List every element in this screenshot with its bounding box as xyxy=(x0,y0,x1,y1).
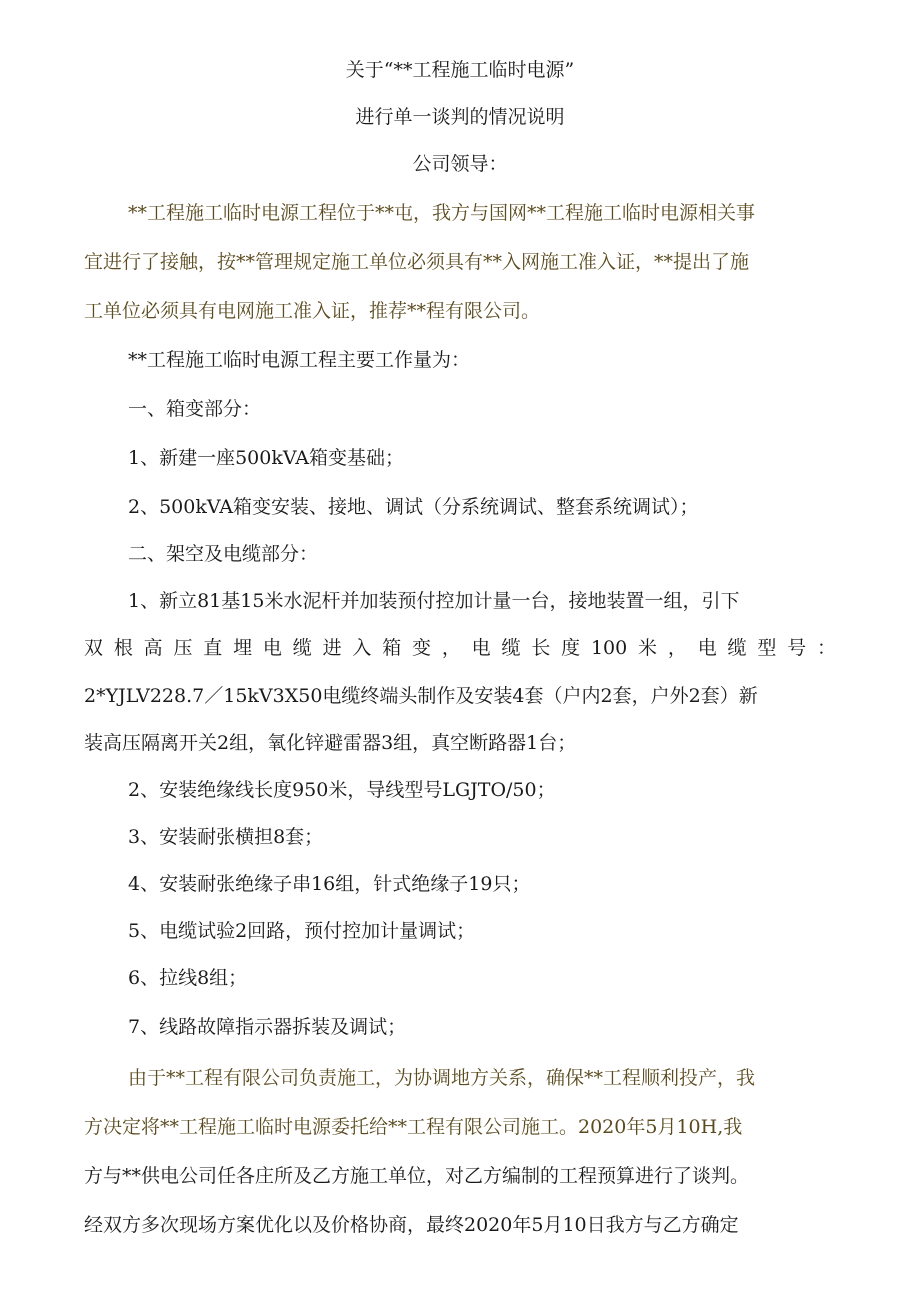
section-1-item-2: 2、500kVA箱变安装、接地、调试（分系统调试、整套系统调试）； xyxy=(128,496,699,518)
section-2-item-7: 7、线路故障指示器拆装及调试； xyxy=(128,1016,407,1038)
section-1-item-1: 1、新建一座500kVA箱变基础； xyxy=(128,447,405,469)
section-2-item-3: 3、安装耐张横担8套； xyxy=(128,826,324,848)
section-2-item-1-line-2: 双根高压直埋电缆进入箱变，电缆长度100米，电缆型号： xyxy=(84,637,836,659)
section-2-item-4: 4、安装耐张绝缘子串16组，针式绝缘子19只； xyxy=(128,873,531,895)
closing-line-4: 经双方多次现场方案优化以及价格协商，最终2020年5月10日我方与乙方确定 xyxy=(84,1214,739,1236)
closing-line-2: 方决定将**工程施工临时电源委托给**工程有限公司施工。2020年5月10H,我 xyxy=(84,1116,743,1138)
section-2-item-2: 2、安装绝缘线长度950米，导线型号LGJTO/50； xyxy=(128,779,556,801)
section-2-heading: 二、架空及电缆部分： xyxy=(128,543,319,565)
paragraph-1-line-1: **工程施工临时电源工程位于**屯，我方与国网**工程施工临时电源相关事 xyxy=(128,202,756,224)
paragraph-1-line-2: 宜进行了接触，按**管理规定施工单位必须具有**入网施工准入证，**提出了施 xyxy=(84,251,750,273)
title-line-2: 进行单一谈判的情况说明 xyxy=(355,106,565,128)
section-2-item-1-line-4: 装高压隔离开关2组，氧化锌避雷器3组，真空断路器1台； xyxy=(84,732,577,754)
section-2-item-5: 5、电缆试验2回路，预付控加计量调试； xyxy=(128,920,476,942)
closing-line-1: 由于**工程有限公司负责施工，为协调地方关系，确保**工程顺利投产，我 xyxy=(128,1067,756,1089)
section-2-item-1-line-3: 2*YJLV228.7／15kV3X50电缆终端头制作及安装4套（户内2套，户外2套）新 xyxy=(84,685,758,707)
greeting: 公司领导： xyxy=(412,153,508,175)
section-1-heading: 一、箱变部分： xyxy=(128,398,262,420)
title-line-1: 关于“**工程施工临时电源” xyxy=(345,59,575,81)
closing-line-3: 方与**供电公司任各庄所及乙方施工单位，对乙方编制的工程预算进行了谈判。 xyxy=(84,1165,750,1187)
section-2-item-6: 6、拉线8组； xyxy=(128,967,248,989)
workload-intro: **工程施工临时电源工程主要工作量为： xyxy=(128,349,471,371)
paragraph-1-line-3: 工单位必须具有电网施工准入证，推荐**程有限公司。 xyxy=(84,300,541,322)
section-2-item-1-line-1: 1、新立81基15米水泥杆并加装预付控加计量一台，接地装置一组，引下 xyxy=(128,590,740,612)
